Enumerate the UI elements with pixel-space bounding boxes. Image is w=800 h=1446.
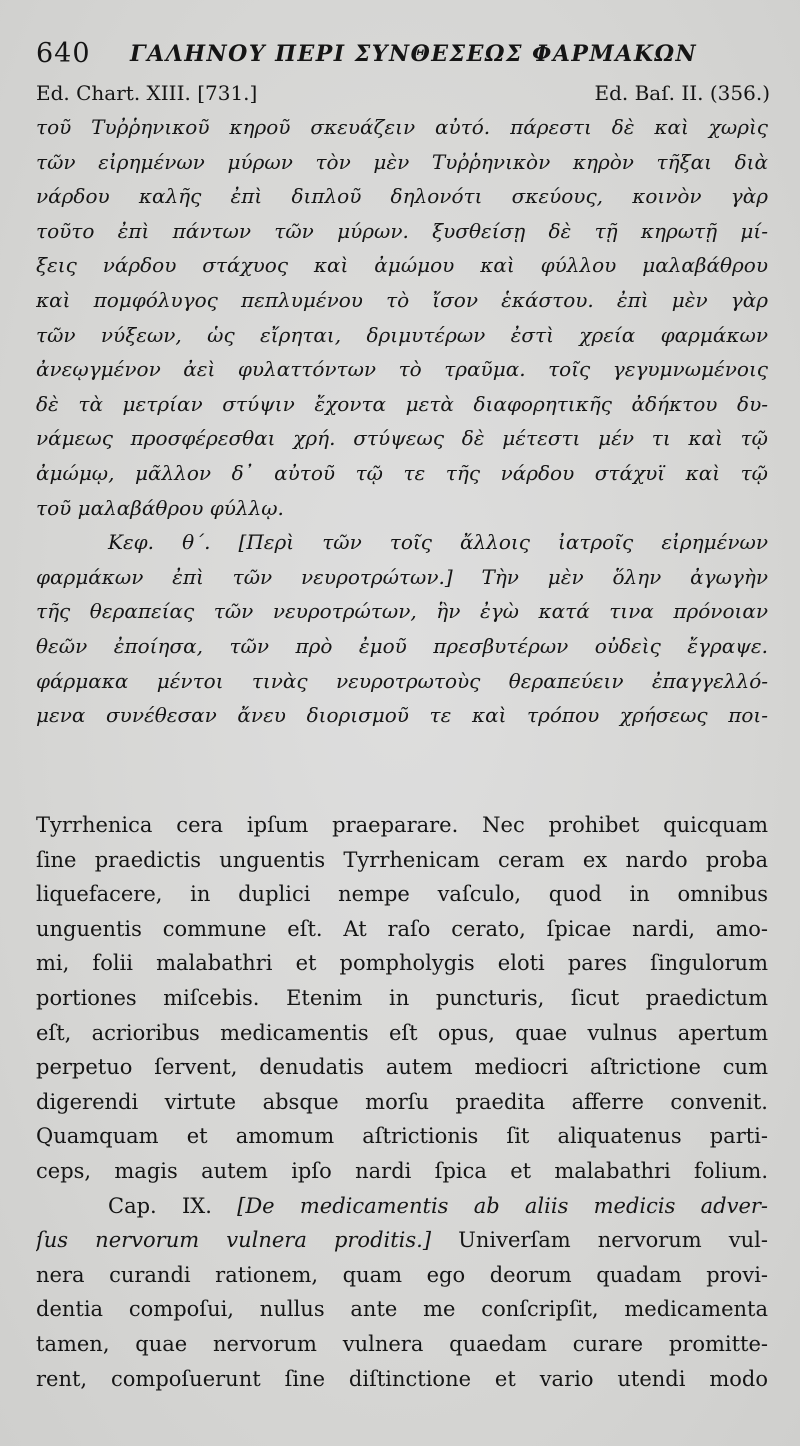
greek-line: φάρμακα μέντοι τινὰς νευροτρωτοὺς θεραπεύειν ἐπαγγελλό-	[36, 668, 768, 693]
latin-line: ſine praedictis unguentis Tyrrhenicam ceram ex nardo proba	[36, 847, 768, 872]
greek-line: νάρδου καλῆς ἐπὶ διπλοῦ δηλονότι σκεύους, κοινὸν γὰρ	[36, 184, 768, 209]
latin-line: mi, folii malabathri et pompholygis eloti pares ſingulorum	[36, 951, 768, 976]
latin-line: liquefacere, in duplici nempe vaſculo, quod in omnibus	[36, 882, 768, 907]
latin-line: tamen, quae nervorum vulnera quaedam curare promitte-	[36, 1331, 768, 1356]
page-number: 640	[36, 38, 91, 69]
latin-line: portiones miſcebis. Etenim in puncturis, ſicut praedictum	[36, 985, 768, 1010]
greek-line: τοῦτο ἐπὶ πάντων τῶν μύρων. ξυσθείσῃ δὲ τῇ κηρωτῇ μί-	[36, 218, 768, 243]
latin-chapter-heading	[36, 1189, 768, 1224]
greek-line: θεῶν ἐποίησα, τῶν πρὸ ἐμοῦ πρεσβυτέρων οὐδεὶς ἔγραψε.	[36, 633, 768, 658]
latin-line: Tyrrhenica cera ipſum praeparare. Nec prohibet quicquam	[36, 813, 768, 837]
latin-line: Quamquam et amomum aſtrictionis ſit aliquatenus parti-	[36, 1124, 768, 1149]
edition-basel: Ed. Baſ. II. (356.)	[594, 81, 770, 105]
chapter-label: Cap. IX.	[108, 1193, 212, 1218]
latin-line: rent, compoſuerunt ſine diſtinctione et vario utendi modo	[36, 1366, 768, 1391]
running-title: ΓΑΛΗΝΟΥ ΠΕΡΙ ΣΥΝΘΕΣΕΩΣ ΦΑΡΜΑΚΩΝ	[130, 41, 698, 67]
greek-line: τῆς θεραπείας τῶν νευροτρώτων, ἣν ἐγὼ κατά τινα πρόνοιαν	[36, 599, 768, 624]
latin-line	[36, 1223, 768, 1258]
greek-line: δὲ τὰ μετρίαν στύψιν ἔχοντα μετὰ διαφορητικῆς ἀδήκτου δυ-	[36, 391, 768, 416]
edition-chartier: Ed. Chart. XIII. [731.]	[36, 81, 258, 105]
latin-line: ceps, magis autem ipſo nardi ſpica et malabathri folium.	[36, 1158, 768, 1183]
chapter-title: [De medicamentis ab aliis medicis adver-	[237, 1193, 768, 1218]
latin-line: eſt, acrioribus medicamentis eſt opus, quae vulnus apertum	[36, 1020, 768, 1045]
latin-text-block	[36, 808, 768, 1396]
greek-text-block	[36, 110, 768, 733]
greek-line: φαρμάκων ἐπὶ τῶν νευροτρώτων.] Τὴν μὲν ὅλην ἀγωγὴν	[36, 564, 768, 589]
latin-line: dentia compoſui, nullus ante me conſcripſit, medicamenta	[36, 1297, 768, 1322]
greek-line: τοῦ Τυῤῥηνικοῦ κηροῦ σκευάζειν αὐτό. πάρεστι δὲ καὶ χωρὶς	[36, 115, 768, 139]
greek-line: τοῦ μαλαβάθρου φύλλῳ.	[36, 495, 284, 520]
chapter-title-continued: ſus nervorum vulnera proditis.]	[36, 1228, 432, 1253]
latin-line: digerendi virtute absque morſu praedita afferre convenit.	[36, 1089, 768, 1114]
greek-line: ἀμώμῳ, μᾶλλον δ᾽ αὐτοῦ τῷ τε τῆς νάρδου στάχυϊ καὶ τῷ	[36, 460, 768, 485]
greek-line: τῶν εἰρημένων μύρων τὸν μὲν Τυῤῥηνικὸν κηρὸν τῆξαι διὰ	[36, 149, 768, 174]
latin-line: unguentis commune eſt. At raſo cerato, ſpicae nardi, amo-	[36, 916, 768, 941]
greek-line: μενα συνέθεσαν ἄνευ διορισμοῦ τε καὶ τρόπου χρήσεως ποι-	[36, 703, 768, 728]
latin-line: nera curandi rationem, quam ego deorum quadam provi-	[36, 1262, 768, 1287]
running-head	[36, 34, 766, 76]
greek-line: ἀνεῳγμένον ἀεὶ φυλαττόντων τὸ τραῦμα. τοῖς γεγυμνωμένοις	[36, 357, 768, 382]
greek-chapter-heading: Κεφ. θ΄. [Περὶ τῶν τοῖς ἄλλοις ἰατροῖς εἰρημένων	[108, 530, 768, 555]
edition-references	[36, 78, 770, 110]
chapter-text-start: Univerſam nervorum vul-	[458, 1228, 768, 1253]
greek-line: νάμεως προσφέρεσθαι χρή. στύψεως δὲ μέτεστι μέν τι καὶ τῷ	[36, 426, 768, 451]
latin-line: perpetuo ſervent, denudatis autem mediocri aſtrictione cum	[36, 1055, 768, 1080]
greek-line: ξεις νάρδου στάχυος καὶ ἀμώμου καὶ φύλλου μαλαβάθρου	[36, 253, 768, 278]
greek-line: καὶ πομφόλυγος πεπλυμένου τὸ ἴσον ἑκάστου. ἐπὶ μὲν γὰρ	[36, 287, 768, 312]
greek-line: τῶν νύξεων, ὡς εἴρηται, δριμυτέρων ἐστὶ χρεία φαρμάκων	[36, 322, 768, 347]
